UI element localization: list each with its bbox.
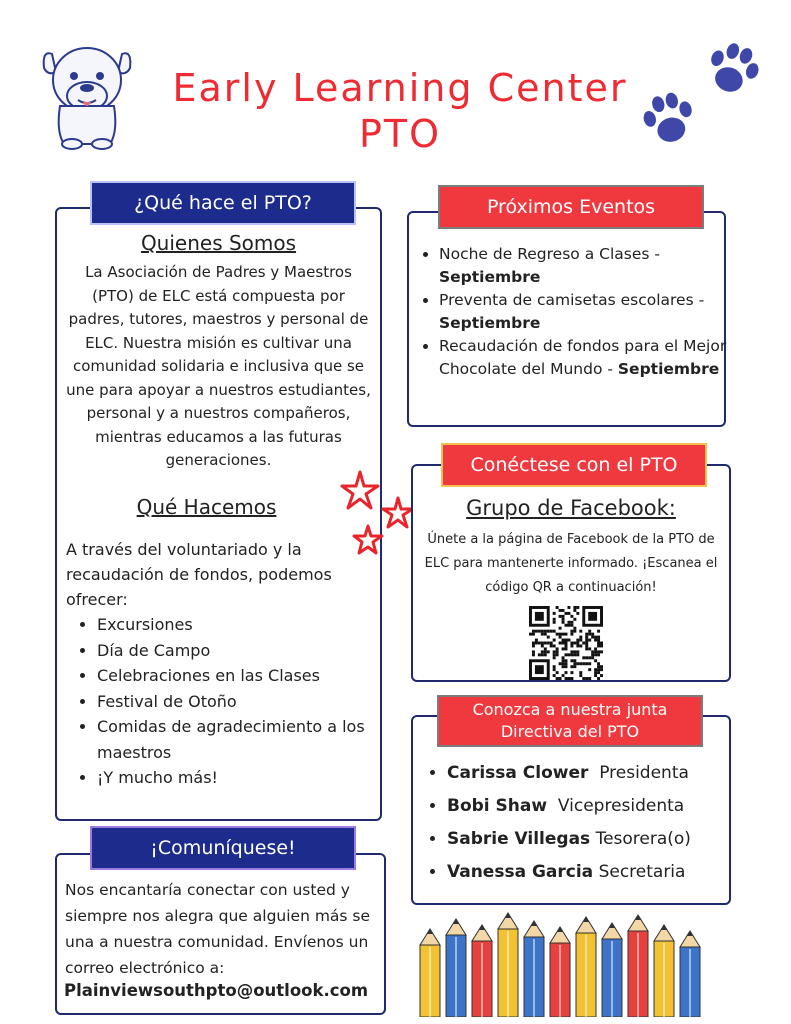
- list-item: • Excursiones: [97, 612, 387, 638]
- event-text: Recaudación de fondos para el Mejor Chocolate del Mundo -: [439, 337, 727, 378]
- list-item: [439, 335, 729, 381]
- page-title-line1: Early Learning Center: [172, 66, 628, 110]
- pencils-illustration-icon: [414, 905, 714, 1017]
- list-item: • ¡Y mucho más!: [97, 765, 387, 791]
- contact-email-link[interactable]: Plainviewsouthpto@outlook.com: [64, 981, 369, 1000]
- page-title-line2: PTO: [358, 112, 442, 156]
- member-name: Carissa Clower: [447, 763, 589, 783]
- about-panel: [55, 207, 382, 821]
- event-text: Noche de Regreso a Clases -: [439, 245, 660, 263]
- list-item: [447, 757, 737, 790]
- board-tag-line2: Directiva del PTO: [500, 722, 640, 741]
- paw-print-icon-2: [636, 90, 702, 152]
- facebook-group-heading: Grupo de Facebook:: [466, 496, 676, 520]
- qr-code-icon[interactable]: [529, 606, 603, 680]
- contact-text: Nos encantaría conectar con usted y siempre nos alegra que alguien más se una a nuestra comunidad. Envíenos un correo electrónico a:: [65, 881, 371, 977]
- event-month: Septiembre: [439, 268, 541, 286]
- member-role: Vicepresidenta: [557, 796, 685, 816]
- member-role: Presidenta: [599, 763, 689, 783]
- events-panel: [407, 211, 726, 427]
- list-item: [439, 243, 729, 289]
- list-item: • Comidas de agradecimiento a los maestros: [97, 714, 387, 765]
- connect-tag: Conéctese con el PTO: [441, 443, 707, 487]
- member-name: Vanessa Garcia: [447, 862, 594, 882]
- connect-panel: [411, 464, 731, 682]
- list-item: • Día de Campo: [97, 638, 387, 664]
- events-tag: Próximos Eventos: [438, 185, 704, 229]
- member-name: Bobi Shaw: [447, 796, 548, 816]
- board-tag-line1: Conozca a nuestra junta: [472, 700, 668, 719]
- list-item: [447, 823, 737, 856]
- que-hacemos-intro: A través del voluntariado y la recaudación de fondos, podemos ofrecer:: [66, 540, 332, 609]
- star-doodle-icon: [338, 468, 420, 560]
- list-item: [447, 790, 737, 823]
- offers-list: [77, 612, 387, 791]
- event-month: Septiembre: [617, 360, 720, 378]
- contact-tag: ¡Comuníquese!: [90, 826, 356, 870]
- list-item: [439, 289, 729, 335]
- paw-print-icon: [700, 40, 764, 102]
- que-hacemos-heading: Qué Hacemos: [136, 495, 277, 519]
- event-month: Septiembre: [439, 314, 541, 332]
- facebook-group-text: Únete a la página de Facebook de la PTO de ELC para mantenerte informado. ¡Escanea el código QR a continuación!: [424, 532, 718, 595]
- list-item: [447, 856, 737, 889]
- board-members-list: [427, 757, 737, 889]
- contact-panel: [55, 853, 386, 1015]
- member-role: Tesorera(o): [595, 829, 691, 849]
- board-tag: [437, 695, 703, 747]
- events-list: [419, 243, 729, 381]
- list-item: • Celebraciones en las Clases: [97, 663, 387, 689]
- event-text: Preventa de camisetas escolares -: [439, 291, 705, 309]
- quienes-somos-heading: Quienes Somos: [140, 231, 297, 255]
- quienes-somos-text: La Asociación de Padres y Maestros (PTO) de ELC está compuesta por padres, tutores, maestros y personal de ELC. Nuestra misión es cultivar una comunidad solidaria e inclusiva que se une para apoyar a nuestros estudiantes, personal y a nuestros compañeros, mientras educamos a las futuras generaciones.: [66, 263, 371, 469]
- about-tag: ¿Qué hace el PTO?: [90, 181, 356, 225]
- member-role: Secretaria: [598, 862, 686, 882]
- list-item: • Festival de Otoño: [97, 689, 387, 715]
- member-name: Sabrie Villegas: [447, 829, 591, 849]
